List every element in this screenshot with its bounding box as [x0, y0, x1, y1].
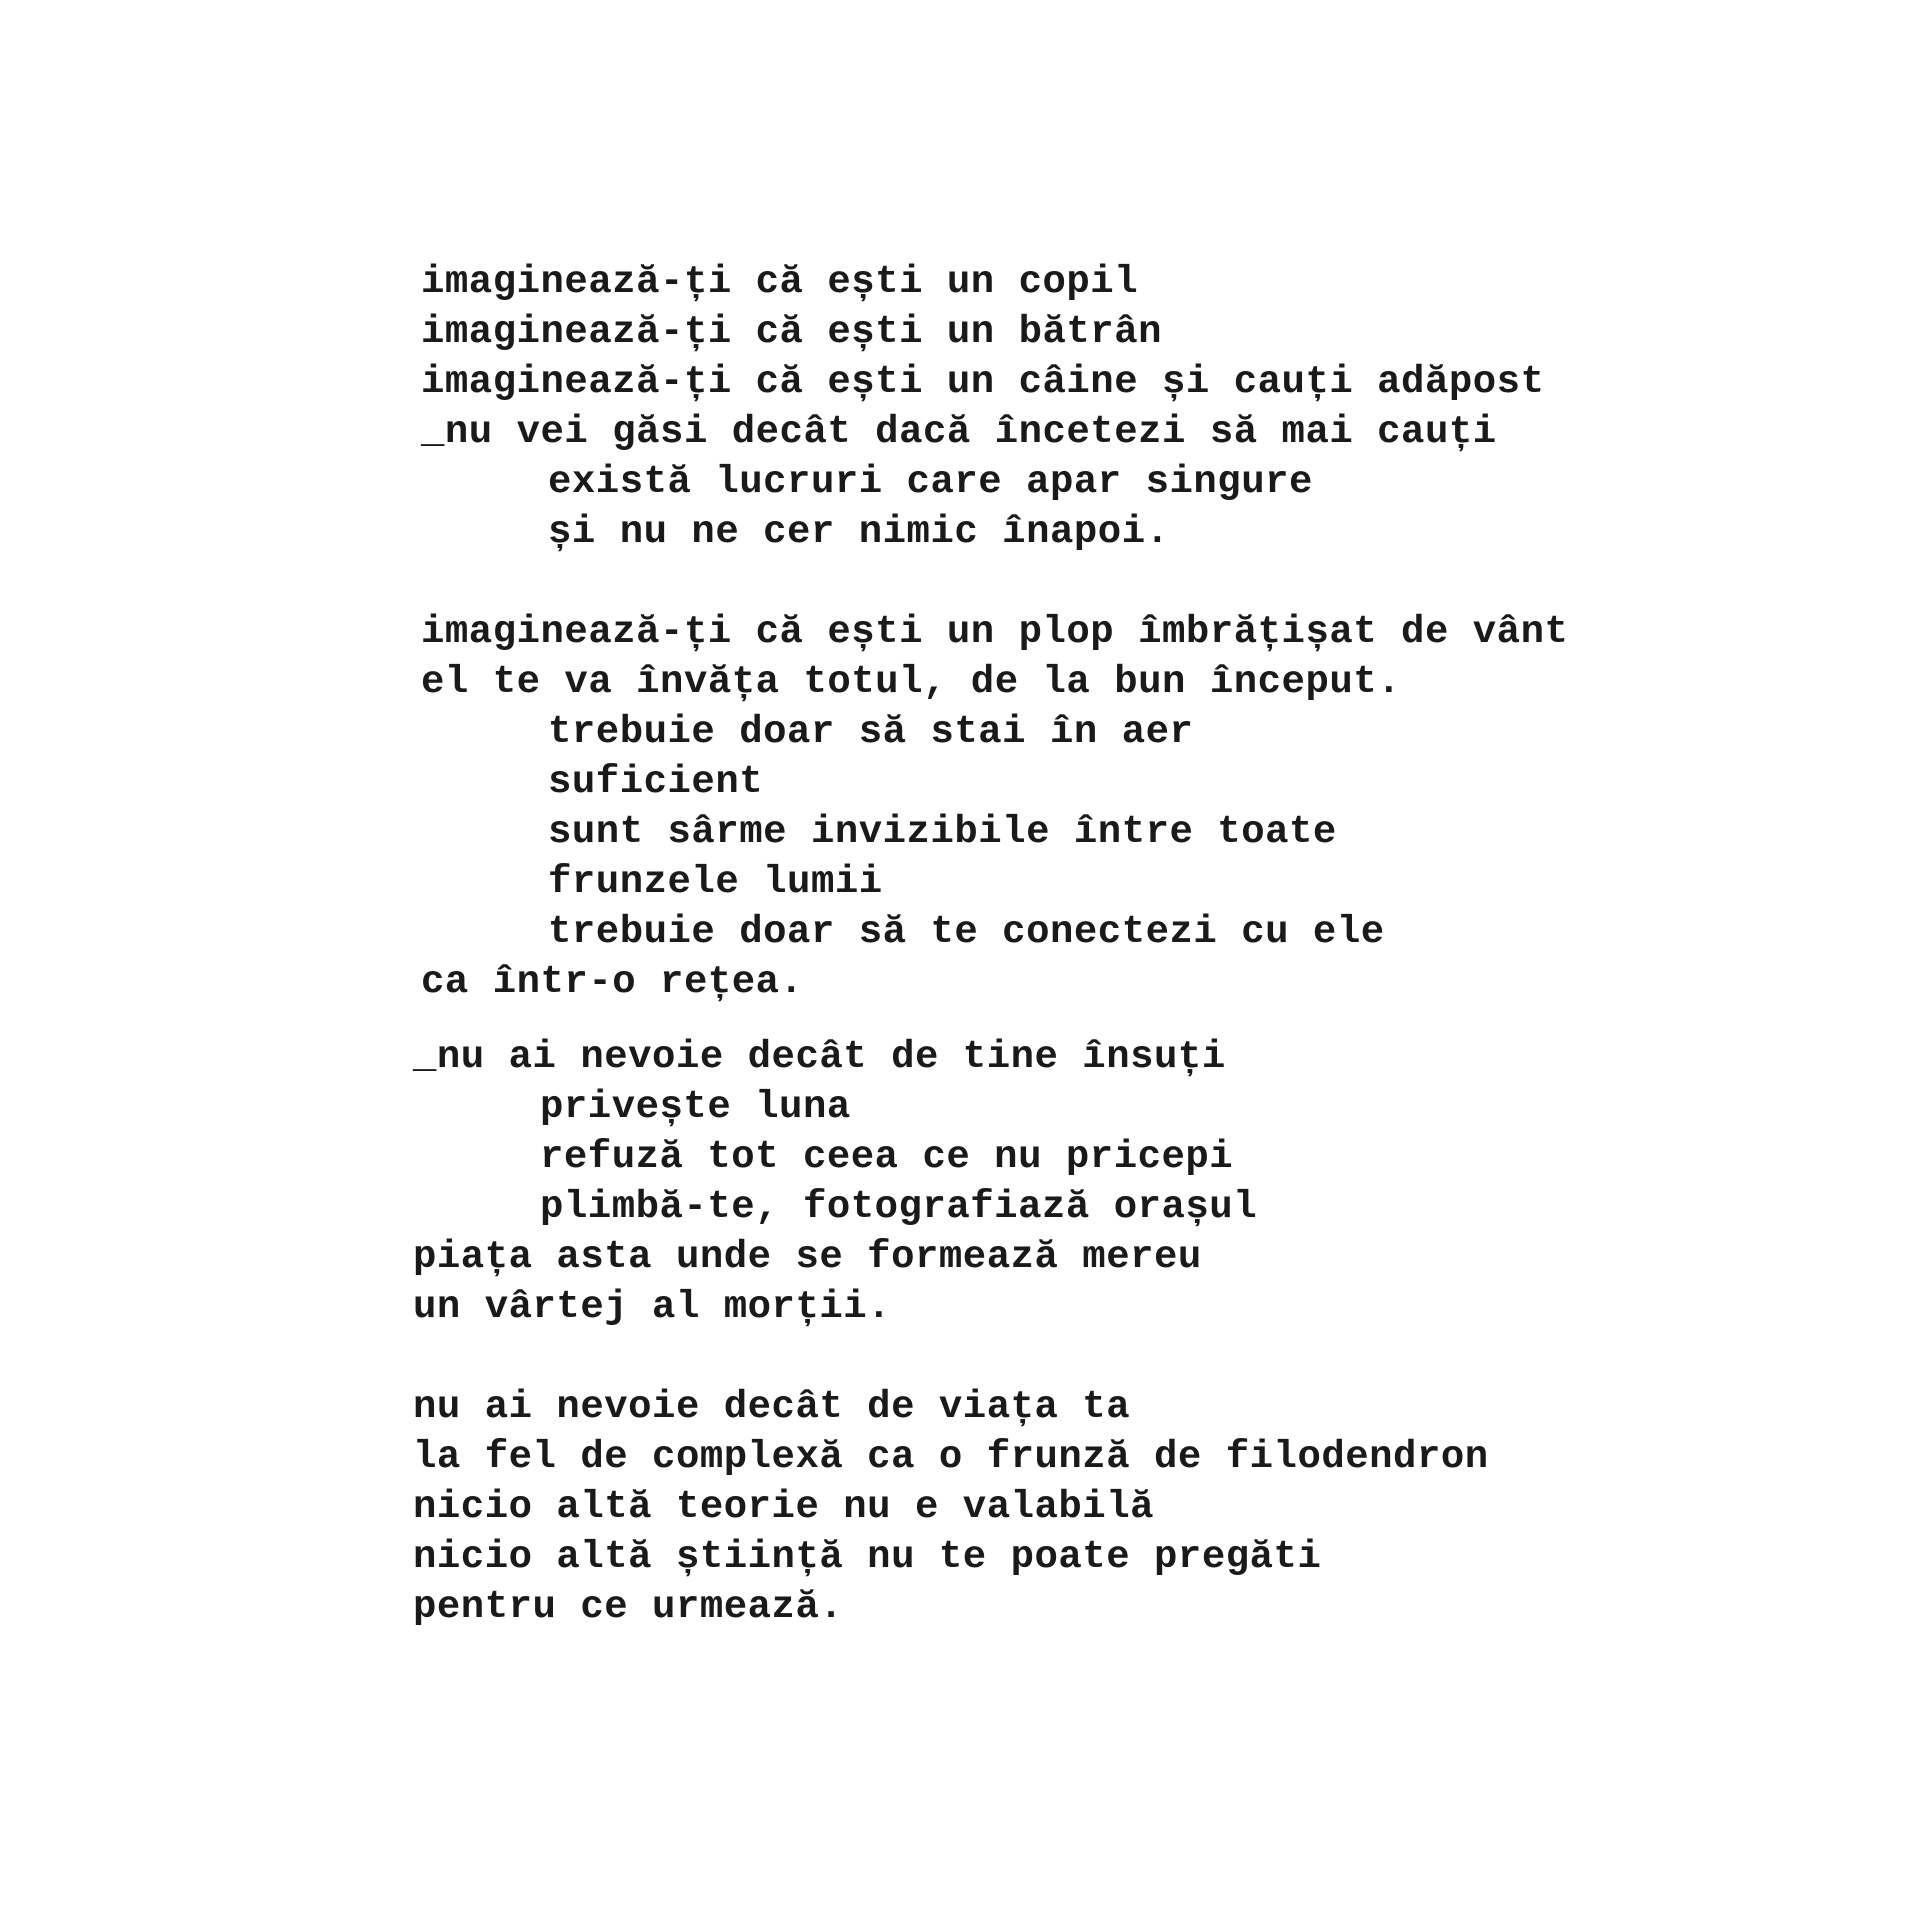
poem-line: ca într-o rețea.	[421, 960, 804, 1004]
poem-line-indented: frunzele lumii	[548, 860, 883, 904]
poem-line-indented: trebuie doar să te conectezi cu ele	[548, 910, 1385, 954]
poem-line-indented: privește luna	[540, 1085, 851, 1129]
poem-line: imaginează-ți că ești un bătrân	[421, 310, 1163, 354]
poem-line-indented: plimbă-te, fotografiază orașul	[540, 1185, 1258, 1229]
poem-line-indented: sunt sârme invizibile între toate	[548, 810, 1337, 854]
poem-line-indented: trebuie doar să stai în aer	[548, 710, 1194, 754]
poem-line: un vârtej al morții.	[413, 1285, 892, 1329]
poem-line: nicio altă teorie nu e valabilă	[413, 1485, 1155, 1529]
poem-line: _nu vei găsi decât dacă încetezi să mai cauți	[421, 410, 1497, 454]
poem-line-indented: suficient	[548, 760, 764, 804]
poem-line: _nu ai nevoie decât de tine însuți	[413, 1035, 1226, 1079]
poem-line: imaginează-ți că ești un copil	[421, 260, 1139, 304]
poem-line: imaginează-ți că ești un câine și cauți adăpost	[421, 360, 1545, 404]
poem-line: pentru ce urmează.	[413, 1585, 844, 1629]
poem-line-indented: refuză tot ceea ce nu pricepi	[540, 1135, 1234, 1179]
poem-line: imaginează-ți că ești un plop îmbrățișat de vânt	[421, 610, 1569, 654]
poem-line: nu ai nevoie decât de viața ta	[413, 1385, 1131, 1429]
poem-line-indented: și nu ne cer nimic înapoi.	[548, 510, 1170, 554]
poem-line: nicio altă știință nu te poate pregăti	[413, 1535, 1322, 1579]
poem-line: la fel de complexă ca o frunză de filodendron	[413, 1435, 1489, 1479]
poem-line: el te va învăța totul, de la bun început.	[421, 660, 1402, 704]
poem-line: piața asta unde se formează mereu	[413, 1235, 1202, 1279]
poem-line-indented: există lucruri care apar singure	[548, 460, 1313, 504]
